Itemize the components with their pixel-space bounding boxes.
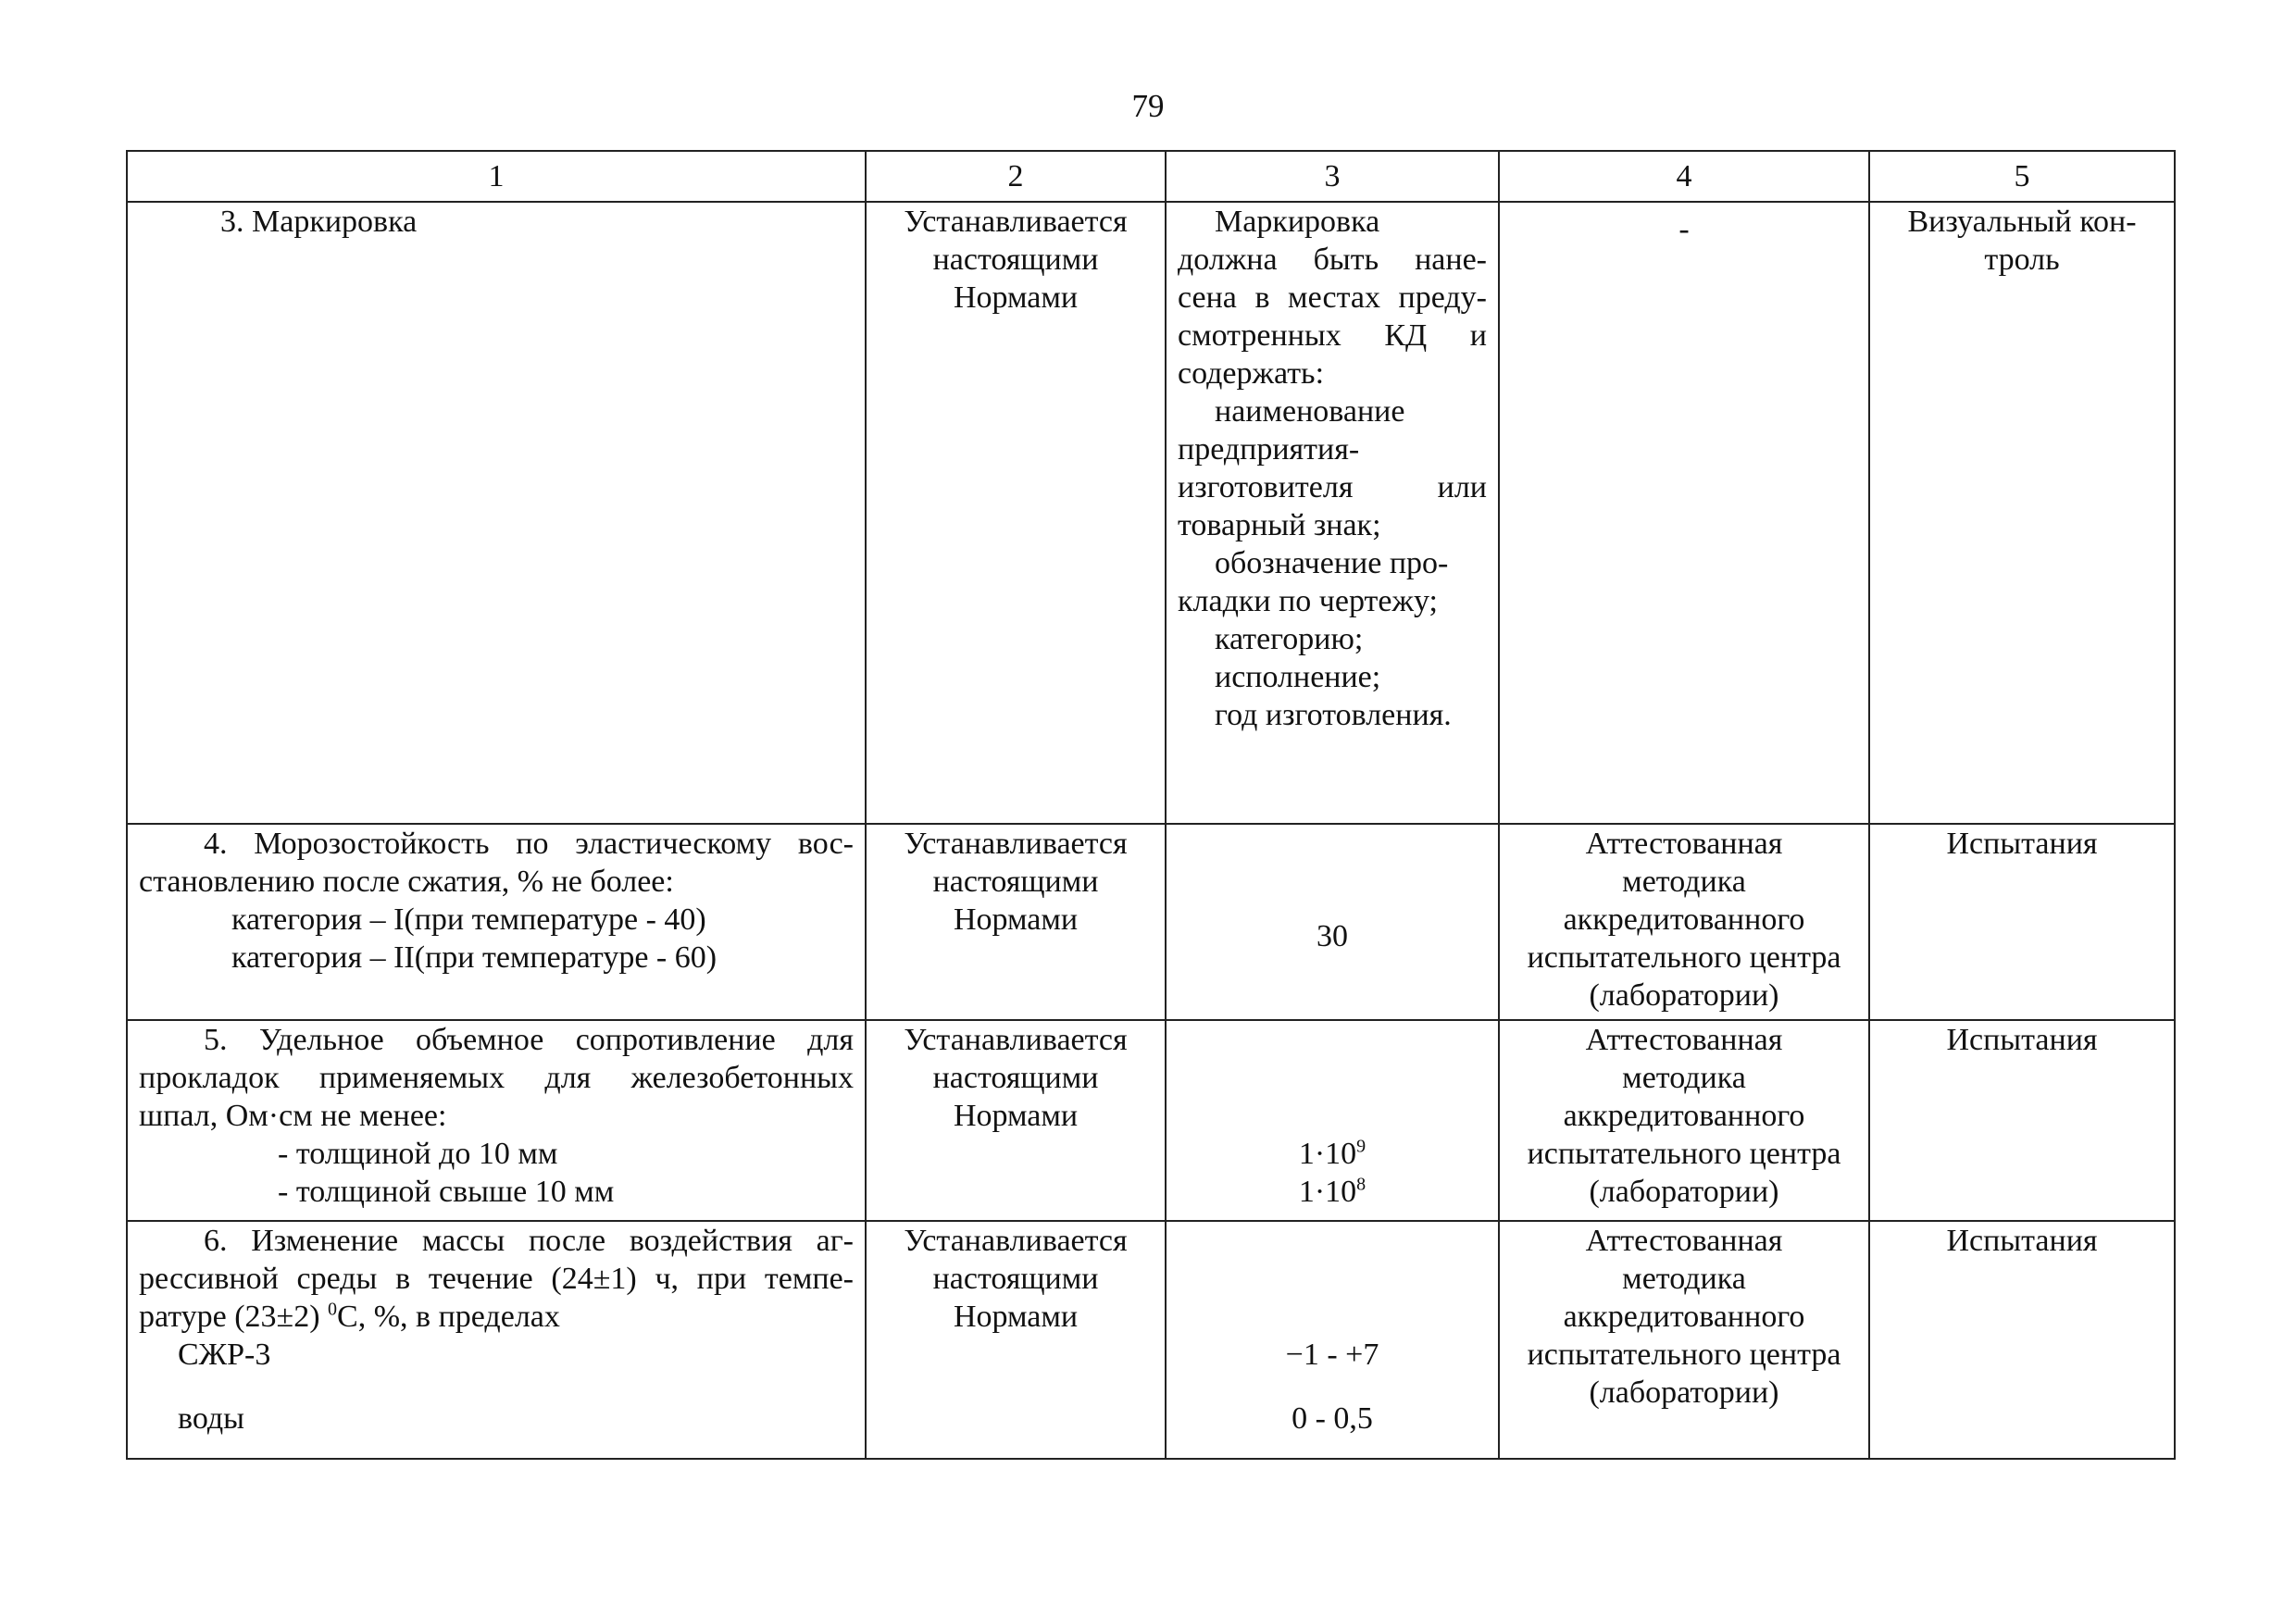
requirement-line: должна быть нане- — [1178, 243, 1487, 277]
requirement-line: сена в местах преду- — [1178, 280, 1487, 315]
header-row — [127, 151, 2175, 202]
requirement-value — [1178, 1135, 1487, 1173]
norm-source-line: Устанавливается — [904, 1023, 1128, 1057]
requirement-line: смотренных КД и — [1178, 318, 1487, 353]
norm-source-line: Нормами — [953, 1300, 1079, 1334]
column-header: 3 — [1166, 151, 1499, 202]
norm-source-line: Устанавливается — [904, 205, 1128, 239]
norm-source-line: настоящими — [932, 1262, 1099, 1296]
control-type-cell — [1869, 1221, 2175, 1459]
page-number: 79 — [1131, 88, 1165, 124]
norm-source-line: Устанавливается — [904, 827, 1128, 861]
parameter-text: становлению после сжатия, % не более: — [139, 865, 674, 899]
parameter-text: 3. Маркировка — [220, 205, 418, 239]
method-line: испытательного центра — [1527, 940, 1841, 975]
parameter-text: категория – I(при температуре - 40) — [231, 902, 706, 937]
method-line: Аттестованная — [1585, 827, 1783, 861]
requirement-value: 0 - 0,5 — [1292, 1401, 1373, 1436]
degree-superscript: 0 — [328, 1299, 338, 1320]
value-exponent: 9 — [1356, 1136, 1366, 1157]
norm-source-line: настоящими — [932, 243, 1099, 277]
method-line: аккредитованного — [1563, 1099, 1805, 1133]
method-line: методика — [1622, 865, 1746, 899]
method-line: - — [1678, 212, 1690, 246]
parameter-cell — [127, 824, 866, 1020]
table-row — [127, 202, 2175, 824]
requirement-cell — [1166, 202, 1499, 824]
method-line: (лаборатории) — [1589, 1175, 1779, 1209]
control-type-cell — [1869, 1020, 2175, 1221]
norm-source-cell — [866, 1020, 1166, 1221]
method-cell — [1499, 1221, 1869, 1459]
method-cell — [1499, 824, 1869, 1020]
method-line: методика — [1622, 1061, 1746, 1095]
norm-source-line: Нормами — [953, 902, 1079, 937]
norm-source-cell — [866, 824, 1166, 1020]
requirement-value: 30 — [1316, 919, 1348, 953]
parameter-cell — [127, 202, 866, 824]
method-line: аккредитованного — [1563, 1300, 1805, 1334]
parameter-text: - толщиной свыше 10 мм — [278, 1175, 615, 1209]
requirement-line: кладки по чертежу; — [1178, 584, 1438, 618]
norm-source-line: Нормами — [953, 280, 1079, 315]
control-type-line: Испытания — [1946, 1224, 2098, 1258]
parameter-text: рессивной среды в течение (24±1) ч, при темпе- — [139, 1262, 854, 1296]
method-line: испытательного центра — [1527, 1338, 1841, 1372]
requirement-line: предприятия- — [1178, 432, 1360, 467]
table-row — [127, 1221, 2175, 1459]
method-line: Аттестованная — [1585, 1023, 1783, 1057]
control-type-line: Испытания — [1946, 1023, 2098, 1057]
parameter-text-part: С, %, в пределах — [337, 1300, 560, 1334]
requirement-line: наименование — [1215, 394, 1405, 429]
parameter-text — [139, 1298, 854, 1336]
table-row — [127, 1020, 2175, 1221]
method-line: аккредитованного — [1563, 902, 1805, 937]
parameter-text: - толщиной до 10 мм — [278, 1137, 558, 1171]
requirement-line: исполнение; — [1215, 660, 1381, 694]
column-header: 5 — [1869, 151, 2175, 202]
requirement-cell — [1166, 1020, 1499, 1221]
method-cell — [1499, 202, 1869, 824]
column-header: 2 — [866, 151, 1166, 202]
method-line: Аттестованная — [1585, 1224, 1783, 1258]
requirement-line: категорию; — [1215, 622, 1364, 656]
norm-source-cell — [866, 202, 1166, 824]
parameter-cell — [127, 1221, 866, 1459]
parameter-text: шпал, Ом·см не менее: — [139, 1099, 447, 1133]
parameter-text: СЖР-3 — [178, 1338, 271, 1372]
method-line: (лаборатории) — [1589, 978, 1779, 1013]
control-type-line: Испытания — [1946, 827, 2098, 861]
requirement-line: изготовителя или — [1178, 470, 1487, 504]
value-base: 1·10 — [1298, 1175, 1357, 1209]
value-base: 1·10 — [1298, 1137, 1357, 1171]
control-type-line: Визуальный кон- — [1907, 205, 2137, 239]
requirement-line: Маркировка — [1215, 205, 1380, 239]
parameter-text: прокладок применяемых для железобетонных — [139, 1061, 854, 1095]
requirement-cell — [1166, 824, 1499, 1020]
control-type-cell — [1869, 824, 2175, 1020]
requirement-line: содержать: — [1178, 356, 1325, 391]
control-type-cell — [1869, 202, 2175, 824]
parameter-text: 5. Удельное объемное сопротивление для — [204, 1023, 854, 1057]
requirement-line: товарный знак; — [1178, 508, 1381, 542]
parameter-text: категория – II(при температуре - 60) — [231, 940, 718, 975]
column-header: 4 — [1499, 151, 1869, 202]
requirement-cell — [1166, 1221, 1499, 1459]
norm-source-line: Устанавливается — [904, 1224, 1128, 1258]
norm-source-line: Нормами — [953, 1099, 1079, 1133]
method-cell — [1499, 1020, 1869, 1221]
requirement-value: −1 - +7 — [1285, 1338, 1379, 1372]
norm-source-line: настоящими — [932, 1061, 1099, 1095]
column-header: 1 — [127, 151, 866, 202]
parameter-text: 4. Морозостойкость по эластическому вос- — [204, 827, 854, 861]
parameter-text-part: ратуре (23±2) — [139, 1300, 329, 1334]
value-exponent: 8 — [1356, 1174, 1366, 1195]
parameter-cell — [127, 1020, 866, 1221]
method-line: методика — [1622, 1262, 1746, 1296]
norm-source-line: настоящими — [932, 865, 1099, 899]
table-row — [127, 824, 2175, 1020]
requirement-line: обозначение про- — [1215, 546, 1449, 580]
requirement-value — [1178, 1173, 1487, 1211]
method-line: (лаборатории) — [1589, 1375, 1779, 1410]
requirement-line: год изготовления. — [1215, 698, 1452, 732]
norm-source-cell — [866, 1221, 1166, 1459]
method-line: испытательного центра — [1527, 1137, 1841, 1171]
parameter-text: 6. Изменение массы после воздействия аг- — [204, 1224, 854, 1258]
parameter-text: воды — [178, 1401, 244, 1436]
specification-table — [126, 150, 2176, 1460]
control-type-line: троль — [1984, 243, 2060, 277]
